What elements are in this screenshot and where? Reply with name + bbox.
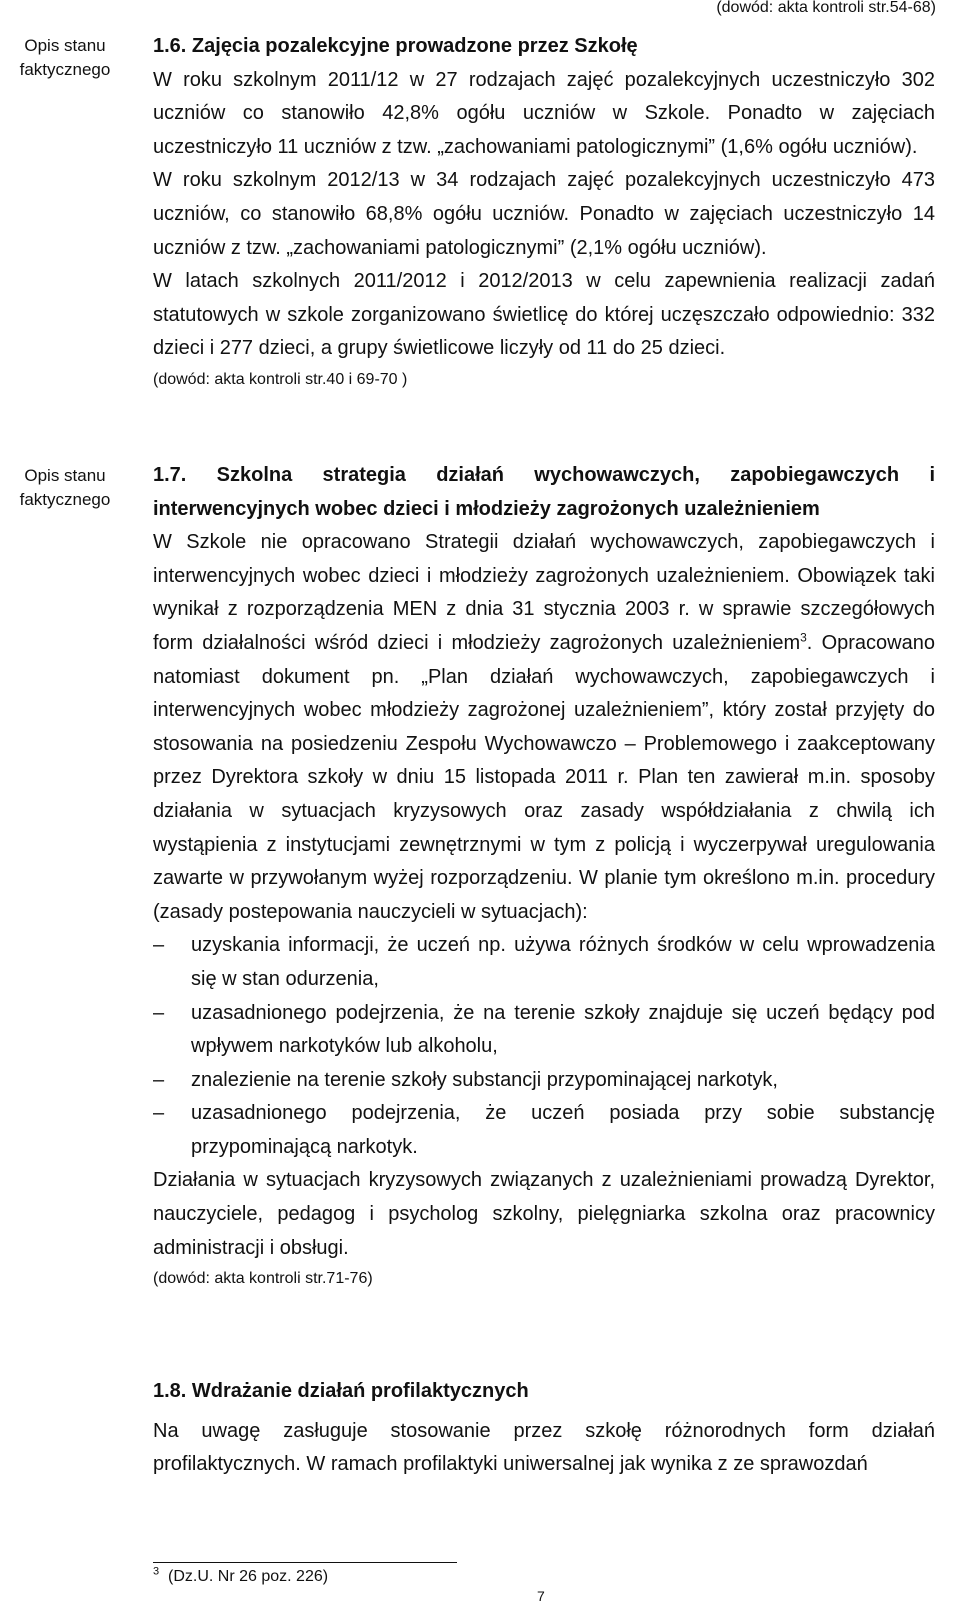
section-1-6-source-note: (dowód: akta kontroli str.40 i 69-70 ): [153, 370, 408, 388]
footnote-text: (Dz.U. Nr 26 poz. 226): [168, 1568, 329, 1585]
section-1-6: [153, 30, 935, 394]
dash-bullet: –: [153, 1102, 165, 1125]
page-number: 7: [537, 1588, 545, 1604]
section-1-6-paragraph-1: W roku szkolnym 2011/12 w 27 rodzajach zajęć pozalekcyjnych uczestniczyło 302 uczniów co stanowiło 42,8% ogółu uczniów w Szkole. Ponadto w zajęciach uczestniczyło 11 uczniów z tzw. „zachowaniami patologicznymi” (1,6% ogółu uczniów).: [153, 68, 935, 158]
section-1-7: [153, 459, 935, 1293]
sidebar-label-1-line1: Opis stanu: [24, 36, 106, 55]
footnote-number: 3: [153, 1565, 160, 1578]
sidebar-label-2: [0, 464, 130, 512]
list-item-text: uzyskania informacji, że uczeń np. używa różnych środków w celu wprowadzenia się w stan odurzenia,: [191, 934, 935, 990]
dash-bullet: –: [153, 1001, 165, 1024]
list-item-text: znalezienie na terenie szkoły substancji przypominającej narkotyk,: [191, 1068, 778, 1091]
footnote: [153, 1565, 329, 1586]
section-1-7-paragraph-2: Działania w sytuacjach kryzysowych związanych z uzależnieniami prowadzą Dyrektor, nauczyciele, pedagog i psycholog szkolny, pielęgniarka szkolna oraz pracownicy administracji i obsługi.: [153, 1169, 935, 1259]
list-item: [153, 1097, 935, 1164]
section-1-7-paragraph-1-part-a: W Szkole nie opracowano Strategii działań wychowawczych, zapobiegawczych i interwencyjnych wobec dzieci i młodzieży zagrożonych uzależnieniem. Obowiązek taki wynikał z rozporządzenia MEN z dnia 31 stycznia 2003 r. w sprawie szczegółowych form działalności wśród dzieci i młodzieży zagrożonych uzależnieniem: [153, 531, 935, 654]
sidebar-label-1: [0, 34, 130, 82]
section-1-7-paragraph-1-part-b: . Opracowano natomiast dokument pn. „Plan działań wychowawczych, zapobiegawczych i interwencyjnych wobec młodzieży zagrożonej uzależnieniem”, który został przyjęty do stosowania na posiedzeniu Zespołu Wychowawczo – Problemowego i zaakceptowany przez Dyrektora szkoły w dniu 15 listopada 2011 r. Plan ten zawierał m.in. sposoby działania w sytuacjach kryzysowych oraz zasady współdziałania z chwilą ich wystąpienia z instytucjami zewnętrznymi w tym z policją i wyczerpywał uregulowania zawarte w przywołanym wyżej rozporządzeniu. W planie tym określono m.in. procedury (zasady postepowania nauczycieli w sytuacjach):: [153, 631, 935, 923]
footnote-reference[interactable]: 3: [800, 630, 807, 645]
section-1-7-heading: 1.7. Szkolna strategia działań wychowawczych, zapobiegawczych i interwencyjnych wobec dzieci i młodzieży zagrożonych uzależnieniem: [153, 464, 935, 520]
section-1-8-heading: 1.8. Wdrażanie działań profilaktycznych: [153, 1380, 529, 1402]
list-item: [153, 1064, 935, 1098]
procedure-list: [153, 929, 935, 1164]
list-item-text: uzasadnionego podejrzenia, że na terenie szkoły znajduje się uczeń będący pod wpływem narkotyków lub alkoholu,: [191, 1001, 935, 1058]
list-item-text: uzasadnionego podejrzenia, że uczeń posiada przy sobie substancję przypominającą narkotyk.: [191, 1102, 935, 1158]
section-1-7-source-note: (dowód: akta kontroli str.71-76): [153, 1270, 373, 1288]
list-item: [153, 997, 935, 1064]
section-1-8: [153, 1375, 935, 1482]
dash-bullet: –: [153, 934, 165, 957]
section-1-6-paragraph-3: W latach szkolnych 2011/2012 i 2012/2013 w celu zapewnienia realizacji zadań statutowych w szkole zorganizowano świetlicę do której uczęszczało odpowiednio: 332 dzieci i 277 dzieci, a grupy świetlicowe liczyły od 11 do 25 dzieci.: [153, 270, 935, 360]
section-1-6-paragraph-2: W roku szkolnym 2012/13 w 34 rodzajach zajęć pozalekcyjnych uczestniczyło 473 uczniów, co stanowiło 68,8% ogółu uczniów. Ponadto w zajęciach uczestniczyło 14 uczniów z tzw. „zachowaniami patologicznymi” (2,1% ogółu uczniów).: [153, 169, 935, 259]
dash-bullet: –: [153, 1068, 165, 1091]
sidebar-label-1-line2: faktycznego: [19, 60, 111, 79]
section-1-7-paragraph-1: [153, 526, 935, 929]
footnote-divider: [153, 1562, 457, 1563]
section-1-6-heading: 1.6. Zajęcia pozalekcyjne prowadzone przez Szkołę: [153, 35, 638, 57]
top-source-note: (dowód: akta kontroli str.54-68): [716, 0, 936, 16]
section-1-8-paragraph-1: Na uwagę zasługuje stosowanie przez szkołę różnorodnych form działań profilaktycznych. W ramach profilaktyki uniwersalnej jak wynika z ze sprawozdań: [153, 1419, 935, 1476]
list-item: [153, 929, 935, 996]
sidebar-label-2-line1: Opis stanu: [24, 466, 106, 485]
sidebar-label-2-line2: faktycznego: [19, 490, 111, 509]
